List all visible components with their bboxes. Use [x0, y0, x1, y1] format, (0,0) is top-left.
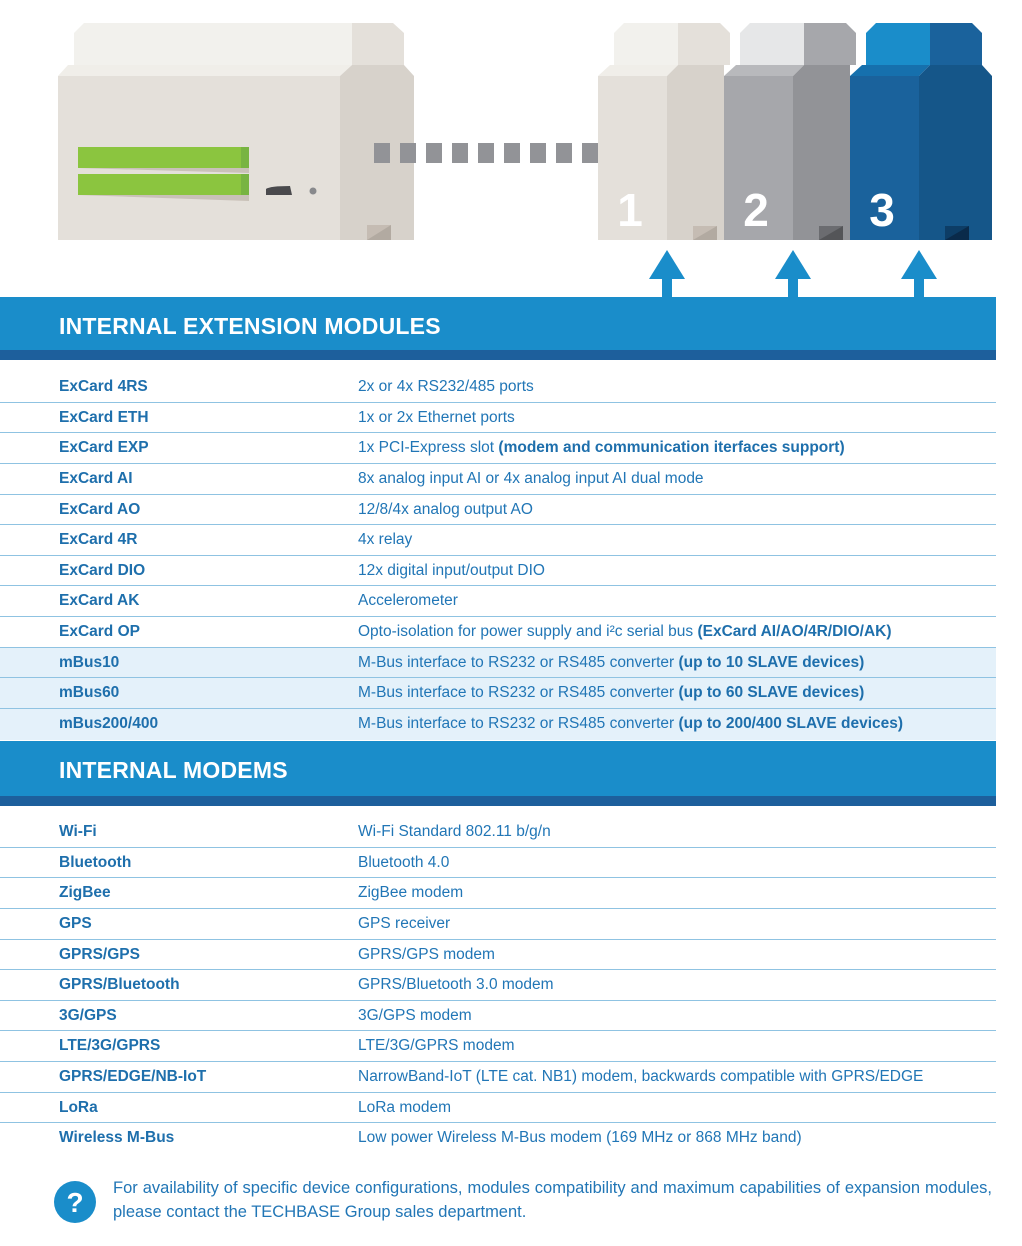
- row-description-text: Wi-Fi Standard 802.11 b/g/n: [358, 823, 551, 840]
- row-description-text: M-Bus interface to RS232 or RS485 converter: [358, 684, 679, 702]
- table-row: [0, 1031, 996, 1062]
- row-description: [358, 884, 463, 902]
- table-row: [0, 970, 996, 1001]
- table-row: [0, 848, 996, 879]
- row-name: ExCard OP: [59, 623, 140, 641]
- row-name: Wireless M-Bus: [59, 1129, 175, 1147]
- main-device: [58, 23, 414, 240]
- row-description-emphasis: (modem and communication iterfaces support): [498, 439, 845, 457]
- table-row: [0, 1123, 996, 1154]
- row-name: GPRS/GPS: [59, 945, 140, 963]
- table-row: [0, 464, 996, 495]
- row-description: [358, 1007, 472, 1025]
- led-bar-icon: [78, 174, 249, 195]
- table-row: [0, 1062, 996, 1093]
- row-description-text: 12/8/4x analog output AO: [358, 500, 533, 518]
- row-description: [358, 915, 450, 933]
- row-description: [358, 1068, 923, 1086]
- table-row: [0, 525, 996, 556]
- row-description: [358, 562, 545, 580]
- section-title: INTERNAL EXTENSION MODULES: [59, 313, 441, 339]
- row-description-text: GPRS/GPS modem: [358, 945, 495, 963]
- row-description-text: Opto-isolation for power supply and i²c serial bus: [358, 623, 698, 641]
- row-description-emphasis: (up to 200/400 SLAVE devices): [678, 715, 904, 733]
- device-illustration: [0, 0, 1022, 297]
- row-description-text: GPS receiver: [358, 914, 451, 932]
- row-description: [358, 409, 515, 427]
- row-description-text: Low power Wireless M-Bus modem (169 MHz or 868 MHz band): [358, 1129, 802, 1147]
- row-description-text: 3G/GPS modem: [358, 1006, 472, 1024]
- svg-text:?: ?: [66, 1187, 84, 1218]
- arrow-up-icon: [649, 250, 685, 297]
- table-row: [0, 817, 996, 848]
- row-name: ExCard AK: [59, 592, 140, 610]
- row-description-emphasis: (up to 10 SLAVE devices): [678, 653, 865, 671]
- row-name: mBus60: [59, 684, 120, 702]
- row-description: [358, 654, 864, 672]
- header-band: [0, 796, 996, 806]
- extension-modules-table: [0, 372, 996, 740]
- section-header-extension: [0, 297, 996, 360]
- section-header-modems: [0, 741, 996, 806]
- row-description-text: M-Bus interface to RS232 or RS485 converter: [358, 653, 679, 671]
- table-row: [0, 709, 996, 740]
- module-number-1: 1: [617, 184, 643, 236]
- row-description-text: LTE/3G/GPRS modem: [358, 1037, 515, 1055]
- table-row: [0, 909, 996, 940]
- row-name: GPRS/Bluetooth: [59, 976, 180, 994]
- section-title: INTERNAL MODEMS: [59, 757, 288, 783]
- table-row: [0, 940, 996, 971]
- table-row: [0, 586, 996, 617]
- row-description: [358, 823, 551, 841]
- connector-dots: [374, 143, 598, 163]
- row-description: [358, 623, 892, 641]
- row-description-text: ZigBee modem: [358, 884, 464, 902]
- table-row: [0, 878, 996, 909]
- row-name: Wi-Fi: [59, 823, 97, 840]
- row-description-text: 8x analog input AI or 4x analog input AI dual mode: [358, 469, 704, 487]
- row-name: GPRS/EDGE/NB-IoT: [59, 1068, 207, 1086]
- table-row: [0, 1093, 996, 1124]
- module-number-2: 2: [743, 184, 769, 236]
- row-name: ExCard EXP: [59, 439, 149, 457]
- row-description-text: M-Bus interface to RS232 or RS485 converter: [358, 715, 679, 733]
- led-dot-icon: [310, 188, 317, 195]
- row-description: [358, 715, 903, 733]
- row-description-text: LoRa modem: [358, 1098, 452, 1116]
- table-row: [0, 495, 996, 526]
- row-name: GPS: [59, 914, 92, 932]
- row-name: ExCard ETH: [59, 408, 149, 426]
- table-row: [0, 678, 996, 709]
- internal-modems-table: [0, 817, 996, 1154]
- row-description-text: 1x or 2x Ethernet ports: [358, 408, 515, 426]
- row-name: mBus10: [59, 653, 120, 671]
- row-description-emphasis: (ExCard AI/AO/4R/DIO/AK): [697, 623, 892, 641]
- table-row: [0, 403, 996, 434]
- module-number-3: 3: [869, 184, 895, 236]
- row-description: [358, 439, 845, 457]
- table-row: [0, 433, 996, 464]
- row-name: ExCard DIO: [59, 561, 146, 579]
- row-description-text: NarrowBand-IoT (LTE cat. NB1) modem, backwards compatible with GPRS/EDGE: [358, 1068, 924, 1086]
- row-description-text: GPRS/Bluetooth 3.0 modem: [358, 976, 554, 994]
- row-description-text: 12x digital input/output DIO: [358, 561, 545, 579]
- row-description: [358, 854, 449, 872]
- row-name: ExCard AO: [59, 500, 141, 518]
- row-name: Bluetooth: [59, 853, 132, 871]
- row-description-text: Bluetooth 4.0: [358, 853, 450, 871]
- row-name: ZigBee: [59, 884, 111, 902]
- table-row: [0, 1001, 996, 1032]
- arrow-up-icon: [775, 250, 811, 297]
- row-name: ExCard 4R: [59, 531, 138, 549]
- row-description-text: 1x PCI-Express slot: [358, 439, 499, 457]
- row-description: [358, 684, 864, 702]
- row-description: [358, 531, 412, 549]
- row-description: [358, 592, 458, 610]
- row-description-text: 4x relay: [358, 531, 413, 549]
- table-row: [0, 617, 996, 648]
- led-bar-icon: [78, 147, 249, 168]
- row-name: ExCard AI: [59, 469, 133, 487]
- row-description: [358, 1099, 451, 1117]
- row-description: [358, 976, 554, 994]
- row-description: [358, 501, 533, 519]
- row-description-emphasis: (up to 60 SLAVE devices): [678, 684, 865, 702]
- row-description: [358, 378, 534, 396]
- table-row: [0, 648, 996, 679]
- note-text: For availability of specific device configurations, modules compatibility and maximum capabilities of expansion modules, please contact the TECHBASE Group sales department.: [113, 1179, 992, 1221]
- question-icon: [54, 1181, 96, 1223]
- table-row: [0, 556, 996, 587]
- header-band: [0, 350, 996, 360]
- row-name: 3G/GPS: [59, 1006, 117, 1024]
- row-description: [358, 1037, 514, 1055]
- row-description: [358, 946, 495, 964]
- row-description-text: Accelerometer: [358, 592, 458, 610]
- row-name: ExCard 4RS: [59, 378, 148, 395]
- row-name: LTE/3G/GPRS: [59, 1037, 161, 1055]
- row-name: mBus200/400: [59, 715, 159, 733]
- row-description: [358, 470, 704, 488]
- row-description: [358, 1129, 802, 1147]
- table-row: [0, 372, 996, 403]
- row-name: LoRa: [59, 1098, 98, 1116]
- row-description-text: 2x or 4x RS232/485 ports: [358, 378, 534, 395]
- arrow-up-icon: [901, 250, 937, 297]
